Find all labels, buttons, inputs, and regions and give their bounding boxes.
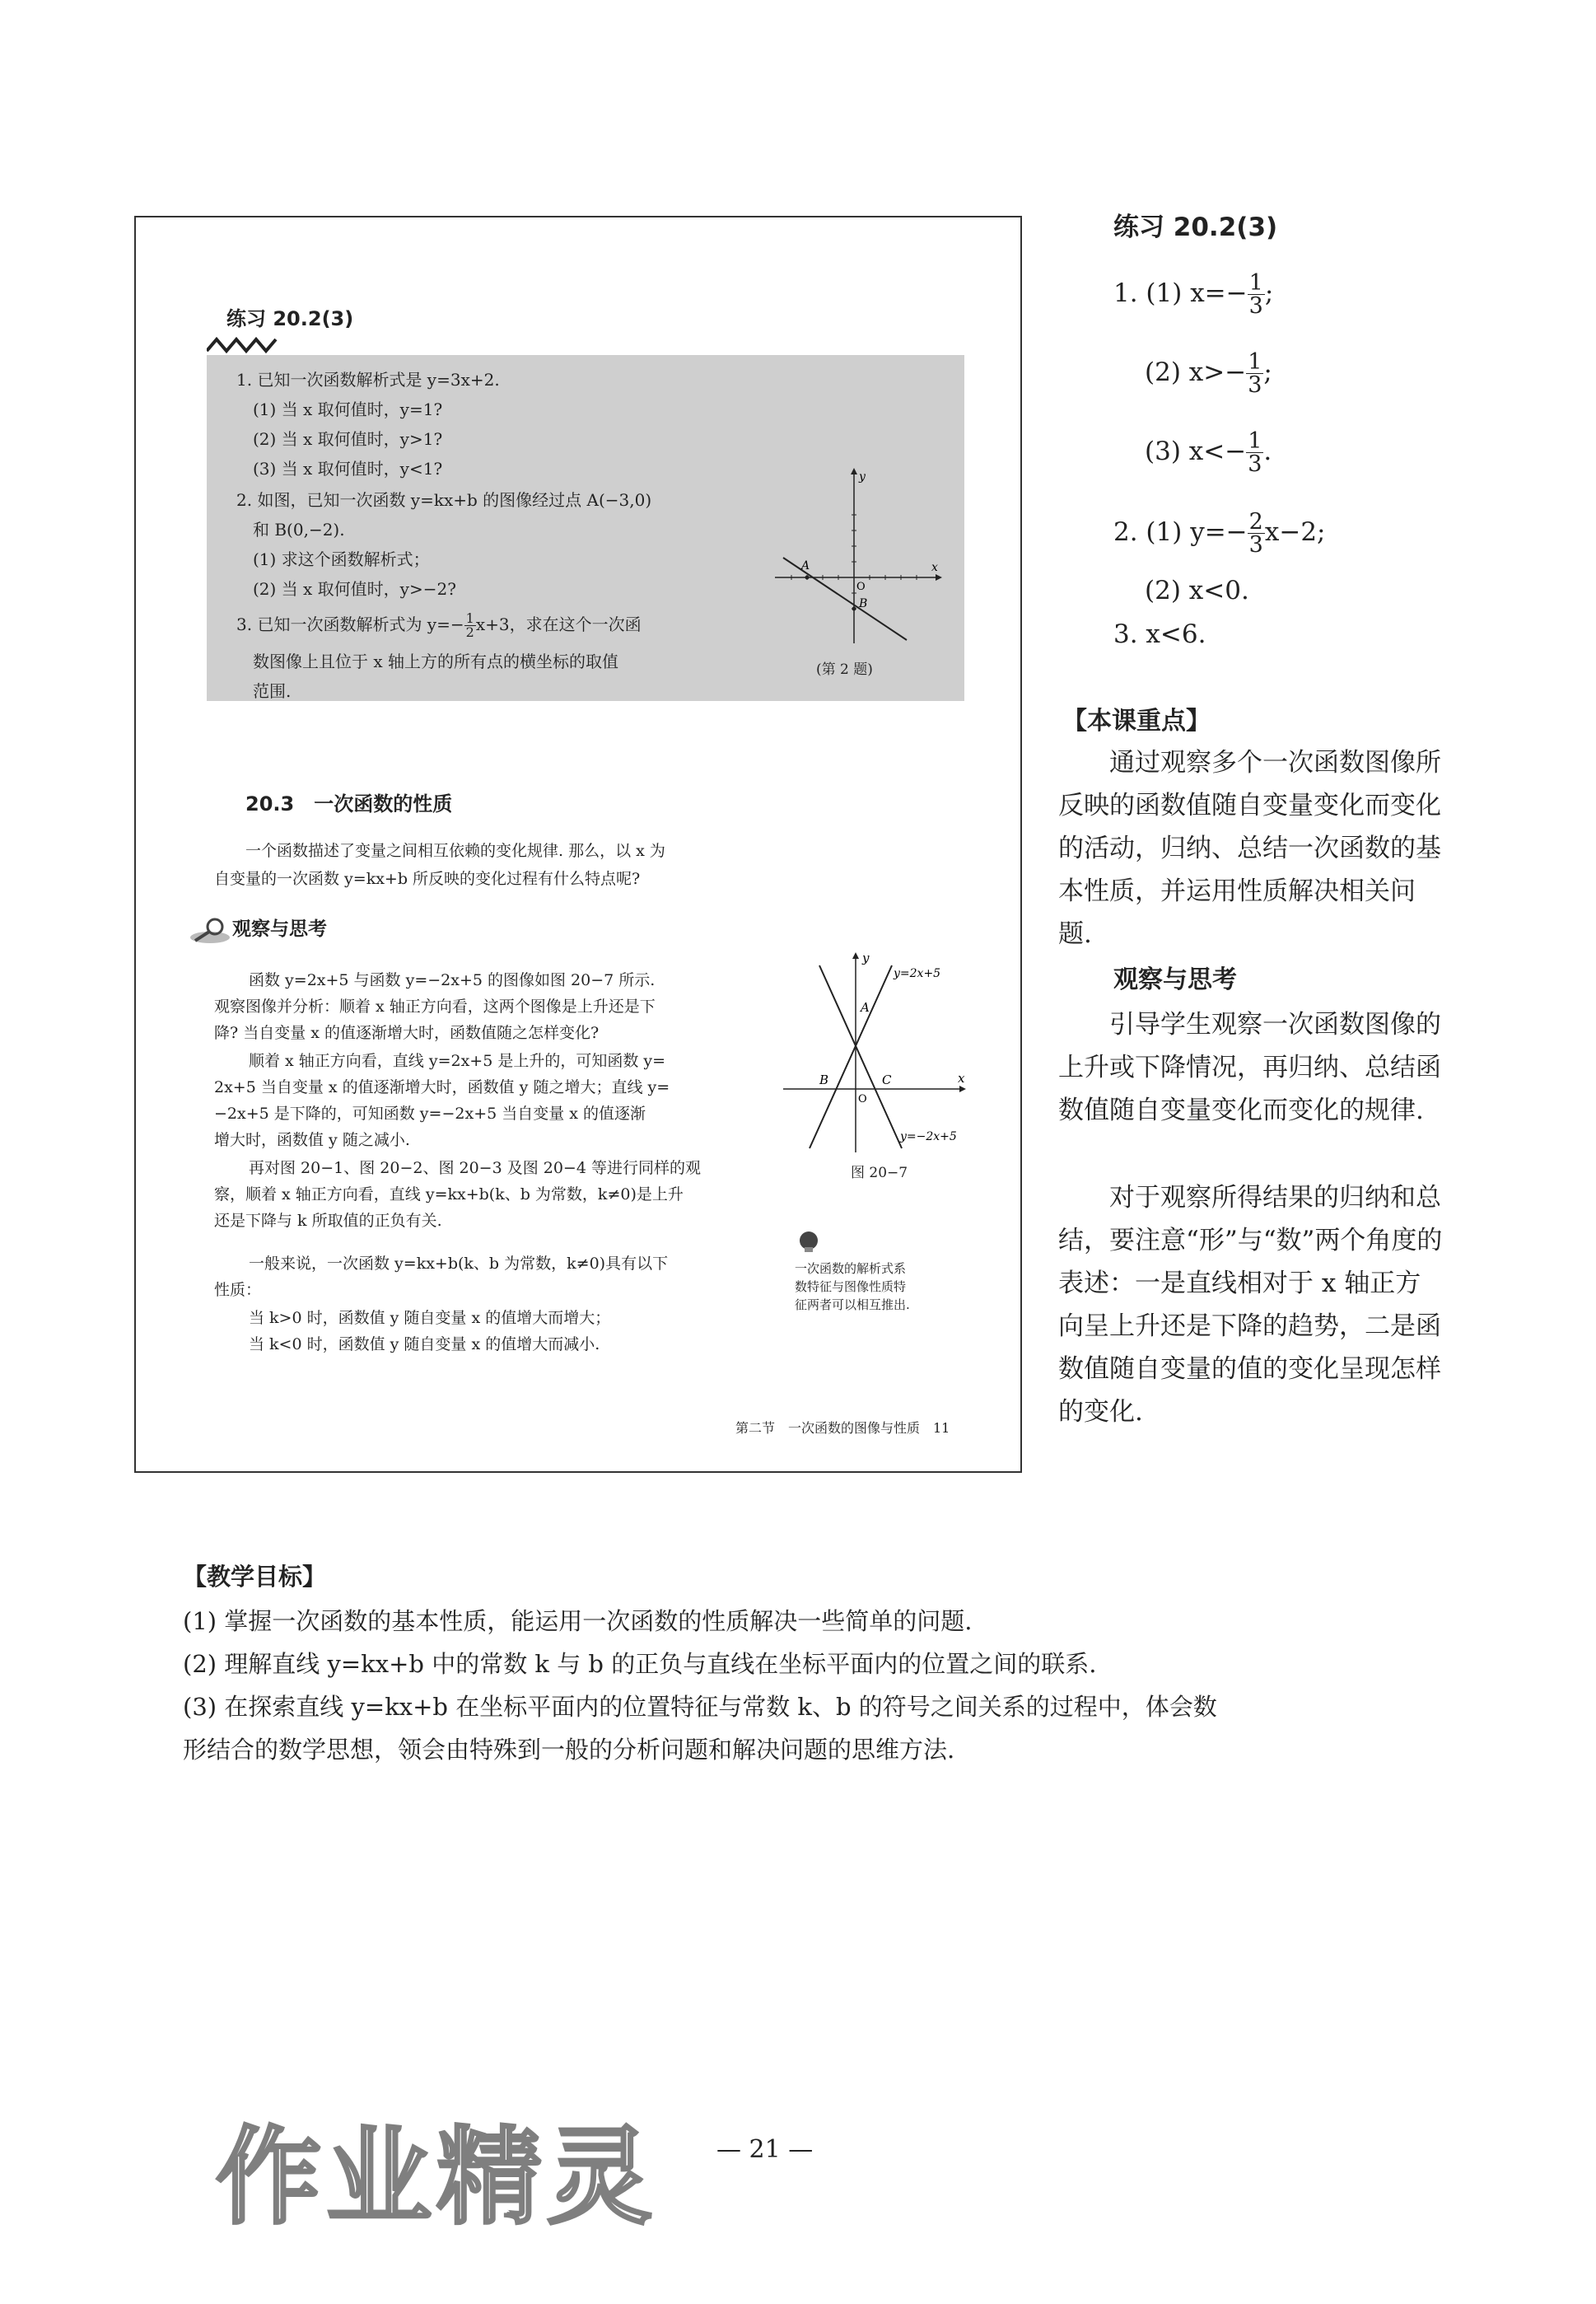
key-points-para1: 通过观察多个一次函数图像所反映的函数值随自变量变化而变化的活动，归纳、总结一次函数的基本性质，并运用性质解决相关问题. — [1058, 748, 1441, 949]
intro-line1: 一个函数描述了变量之间相互依赖的变化规律. 那么，以 x 为 — [245, 842, 665, 860]
figure-q2-graph — [767, 462, 948, 652]
lightbulb-icon — [795, 1229, 823, 1254]
body-line-12: 性质： — [214, 1281, 262, 1299]
figure-q2-caption: (第 2 题) — [816, 661, 873, 678]
answer-1-1: 1. (1) x=− $\frac{1}{3}$ ; — [1113, 270, 1274, 319]
exercise-q3-line3: 范围. — [253, 681, 292, 701]
objective-3-line1: (3) 在探索直线 y=kx+b 在坐标平面内的位置特征与常数 k、b 的符号之间关系的过程中，体会数 — [183, 1693, 1217, 1721]
body-line-6: −2x+5 是下降的，可知函数 y=−2x+5 当自变量 x 的值逐渐 — [214, 1105, 646, 1123]
magnifier-icon — [187, 916, 230, 946]
key-points-para3: 对于观察所得结果的归纳和总结，要注意“形”与“数”两个角度的表述：一是直线相对于 x 轴正方向呈上升还是下降的趋势，二是函数值随自变量的值的变化呈现怎样的变化. — [1058, 1183, 1443, 1427]
fig2-label-x: x — [931, 561, 938, 574]
body-line-13: 当 k>0 时，函数值 y 随自变量 x 的值增大而增大； — [249, 1309, 611, 1327]
intro-line2: 自变量的一次函数 y=kx+b 所反映的变化过程有什么特点呢? — [214, 870, 641, 888]
textbook-footer: 第二节 一次函数的图像与性质 11 — [735, 1420, 950, 1436]
fig2-label-y: y — [859, 470, 866, 484]
key-points-para2: 引导学生观察一次函数图像的上升或下降情况，再归纳、总结函数值随自变量变化而变化的规律. — [1058, 1010, 1441, 1125]
body-line-1: 函数 y=2x+5 与函数 y=−2x+5 的图像如图 20−7 所示. — [249, 971, 656, 989]
fig7-label-o: O — [858, 1093, 867, 1105]
body-line-5: 2x+5 当自变量 x 的值逐渐增大时，函数值 y 随之增大；直线 y= — [214, 1078, 670, 1096]
fig7-label-y: y — [862, 951, 870, 965]
body-line-10: 还是下降与 k 所取值的正负有关. — [214, 1212, 442, 1230]
objectives-title: 【教学目标】 — [183, 1563, 327, 1591]
objective-3-line2: 形结合的数学思想，领会由特殊到一般的分析问题和解决问题的思维方法. — [183, 1736, 955, 1764]
exercise-q3: 3. 已知一次函数解析式为 y=− $\frac{1}{2}$ x+3，求在这个一次函 — [236, 610, 642, 640]
fig2-label-o: O — [856, 581, 866, 593]
zigzag-decoration — [207, 333, 281, 358]
section-title: 20.3 一次函数的性质 — [245, 792, 453, 816]
fig7-label-line2: y=−2x+5 — [900, 1130, 957, 1143]
exercise-q1-1: (1) 当 x 取何值时，y=1? — [253, 400, 443, 419]
textbook-page-image — [134, 216, 1022, 1473]
objective-1: (1) 掌握一次函数的基本性质，能运用一次函数的性质解决一些简单的问题. — [183, 1607, 973, 1635]
answer-3: 3. x<6. — [1113, 619, 1206, 649]
body-line-14: 当 k<0 时，函数值 y 随自变量 x 的值增大而减小. — [249, 1335, 600, 1353]
objective-2: (2) 理解直线 y=kx+b 中的常数 k 与 b 的正负与直线在坐标平面内的位置之间的联系. — [183, 1650, 1097, 1678]
exercise-q1-2: (2) 当 x 取何值时，y>1? — [253, 429, 443, 449]
body-line-4: 顺着 x 轴正方向看，直线 y=2x+5 是上升的，可知函数 y= — [249, 1052, 666, 1070]
side-note-line2: 数特征与图像性质特 — [795, 1279, 907, 1294]
watermark: 作业精灵 — [216, 2116, 658, 2239]
answer-1-2: (2) x>− $\frac{1}{3}$ ; — [1145, 349, 1272, 398]
body-line-7: 增大时，函数值 y 随之减小. — [214, 1131, 410, 1149]
fig7-label-line1: y=2x+5 — [894, 967, 941, 980]
key-points-subtitle: 观察与思考 — [1113, 965, 1237, 994]
answers-title: 练习 20.2(3) — [1113, 213, 1278, 242]
figure-20-7-caption: 图 20−7 — [851, 1165, 908, 1181]
fig2-label-a: A — [801, 559, 810, 572]
body-line-8: 再对图 20−1、图 20−2、图 20−3 及图 20−4 等进行同样的观 — [249, 1159, 701, 1177]
exercise-q3-line2: 数图像上且位于 x 轴上方的所有点的横坐标的取值 — [253, 652, 618, 671]
body-line-3: 降? 当自变量 x 的值逐渐增大时，函数值随之怎样变化? — [214, 1024, 600, 1042]
page-number: — 21 — — [716, 2135, 814, 2164]
figure-20-7-graph — [777, 951, 974, 1157]
exercise-q2-1: (1) 求这个函数解析式； — [253, 549, 430, 569]
answer-1-3: (3) x<− $\frac{1}{3}$ . — [1145, 428, 1272, 477]
side-note-line3: 征两者可以相互推出. — [795, 1297, 910, 1312]
exercise-q2: 2. 如图，已知一次函数 y=kx+b 的图像经过点 A(−3,0) — [236, 490, 652, 510]
fig7-label-a: A — [861, 1000, 870, 1015]
body-line-2: 观察图像并分析：顺着 x 轴正方向看，这两个图像是上升还是下 — [214, 998, 656, 1016]
observe-title: 观察与思考 — [232, 918, 327, 940]
exercise-q1: 1. 已知一次函数解析式是 y=3x+2. — [236, 370, 500, 390]
fig2-label-b: B — [859, 597, 868, 610]
answer-2-1: 2. (1) y=− $\frac{2}{3}$ x−2; — [1113, 509, 1326, 558]
side-note-line1: 一次函数的解析式系 — [795, 1261, 907, 1276]
exercise-box — [207, 355, 964, 701]
body-line-11: 一般来说，一次函数 y=kx+b(k、b 为常数，k≠0)具有以下 — [249, 1255, 669, 1273]
exercise-q1-3: (3) 当 x 取何值时，y<1? — [253, 459, 443, 479]
exercise-q2-2: (2) 当 x 取何值时，y>−2? — [253, 579, 456, 599]
fig7-label-b: B — [819, 1073, 829, 1087]
key-points-title: 【本课重点】 — [1062, 707, 1211, 736]
exercise-title: 练习 20.2(3) — [226, 307, 354, 330]
fig7-label-x: x — [958, 1071, 965, 1086]
body-line-9: 察，顺着 x 轴正方向看，直线 y=kx+b(k、b 为常数，k≠0)是上升 — [214, 1185, 684, 1203]
exercise-q2-b: 和 B(0,−2). — [253, 520, 345, 540]
fig7-label-c: C — [882, 1073, 892, 1087]
answer-2-2: (2) x<0. — [1145, 576, 1249, 605]
